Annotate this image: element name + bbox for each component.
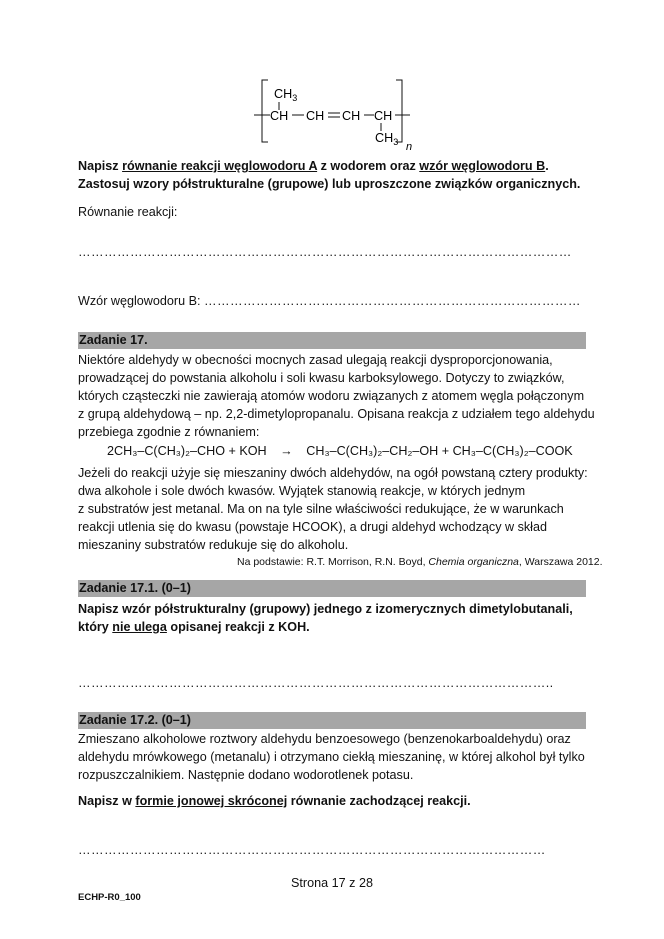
body-line: z substratów jest metanal. Ma on na tyle silne właściwości redukujące, że w warunkach <box>78 502 564 516</box>
task16-instruction-2: Zastosuj wzory półstrukturalne (grupowe) lub uproszczone związków organicznych. <box>78 177 581 191</box>
intro-line: z grupą aldehydową – np. 2,2-dimetylopropanalu. Opisana reakcja z udziałem tego aldehydu <box>78 407 595 421</box>
intro-line: których cząsteczki nie zawierają atomów wodoru związanych z atomem węgla połączonym <box>78 389 585 403</box>
task17-header: Zadanie 17. <box>79 333 148 347</box>
equation-label: Równanie reakcji: <box>78 205 178 219</box>
task17-2-header-bar <box>78 712 586 729</box>
polymer-structure-diagram <box>250 76 420 154</box>
page-number: Strona 17 z 28 <box>291 876 373 890</box>
hydrocarbon-b-row <box>78 292 588 310</box>
task17-2-instruction: Napisz w formie jonowej skróconej równanie zachodzącej reakcji. <box>78 794 471 808</box>
task17-2-answer-line[interactable]: ……………………………………………………………………………………………… <box>78 843 546 857</box>
hydrocarbon-b-label: Wzór węglowodoru B: <box>78 294 204 308</box>
task17-2-text: Zmieszano alkoholowe roztwory aldehydu benzoesowego (benzenokarboaldehydu) oraz aldehydu mrówkowego (metanalu) i otrzymano ciekłą mieszaninę, w której alkohol był tylko rozpuszczalnikiem. Następnie dodano wodorotlenek potasu. <box>78 732 585 782</box>
bottom-methyl: $CH_3$ <box>375 131 399 147</box>
top-methyl: $CH_3$ <box>274 87 298 103</box>
repeat-index: n <box>406 141 413 153</box>
document-code: ECHP-R0_100 <box>78 892 141 903</box>
task17-1-instruction: Napisz wzór półstrukturalny (grupowy) jednego z izomerycznych dimetylobutanali, który nie ulega opisanej reakcji z KOH. <box>78 602 573 634</box>
chain-atom-2: CH <box>306 109 325 123</box>
source-citation: Na podstawie: R.T. Morrison, R.N. Boyd, Chemia organiczna, Warszawa 2012. <box>237 556 603 568</box>
hydrocarbon-b-answer-line[interactable]: …………………………………………………………………………… <box>204 294 581 308</box>
intro-line: prowadzącej do powstania alkoholu i soli kwasu karboksylowego. Dotyczy to związków, <box>78 371 565 385</box>
intro-line: przebiega zgodnie z równaniem: <box>78 425 260 439</box>
chain-atom-3: CH <box>342 109 361 123</box>
disproportionation-equation <box>107 442 573 460</box>
body-line: dwa alkohole i sole dwóch kwasów. Wyjątek stanowią reakcje, w których jednym <box>78 484 526 498</box>
equation-answer-line[interactable]: …………………………………………………………………………………………………… <box>78 245 572 259</box>
equation-right: CH₃–C(CH₃)₂–CH₂–OH + CH₃–C(CH₃)₂–COOK <box>306 444 573 458</box>
task17-body <box>78 464 598 554</box>
chain-atom-4: CH <box>374 109 393 123</box>
task16-instruction-1: Napisz równanie reakcji węglowodoru A z wodorem oraz wzór węglowodoru B. <box>78 159 549 173</box>
body-line: reakcji utlenia się do kwasu (powstaje HCOOK), a drugi aldehyd wchodzący w skład <box>78 520 547 534</box>
task17-intro <box>78 351 598 441</box>
equation-left: 2CH₃–C(CH₃)₂–CHO + KOH <box>107 444 267 458</box>
task17-header-bar <box>78 332 586 349</box>
body-line: Jeżeli do reakcji użyje się mieszaniny dwóch aldehydów, na ogół powstaną cztery produkty: <box>78 466 588 480</box>
task17-1-header: Zadanie 17.1. (0–1) <box>79 581 191 595</box>
equation-arrow: → <box>280 444 293 458</box>
chain-atom-1: CH <box>270 109 289 123</box>
task17-1-header-bar <box>78 580 586 597</box>
body-line: mieszaniny substratów redukuje się do alkoholu. <box>78 538 349 552</box>
intro-line: Niektóre aldehydy w obecności mocnych zasad ulegają reakcji dysproporcjonowania, <box>78 353 553 367</box>
task17-1-answer-line[interactable]: ……………………………………………………………………………………………….. <box>78 676 554 690</box>
task17-2-header: Zadanie 17.2. (0–1) <box>79 713 191 727</box>
